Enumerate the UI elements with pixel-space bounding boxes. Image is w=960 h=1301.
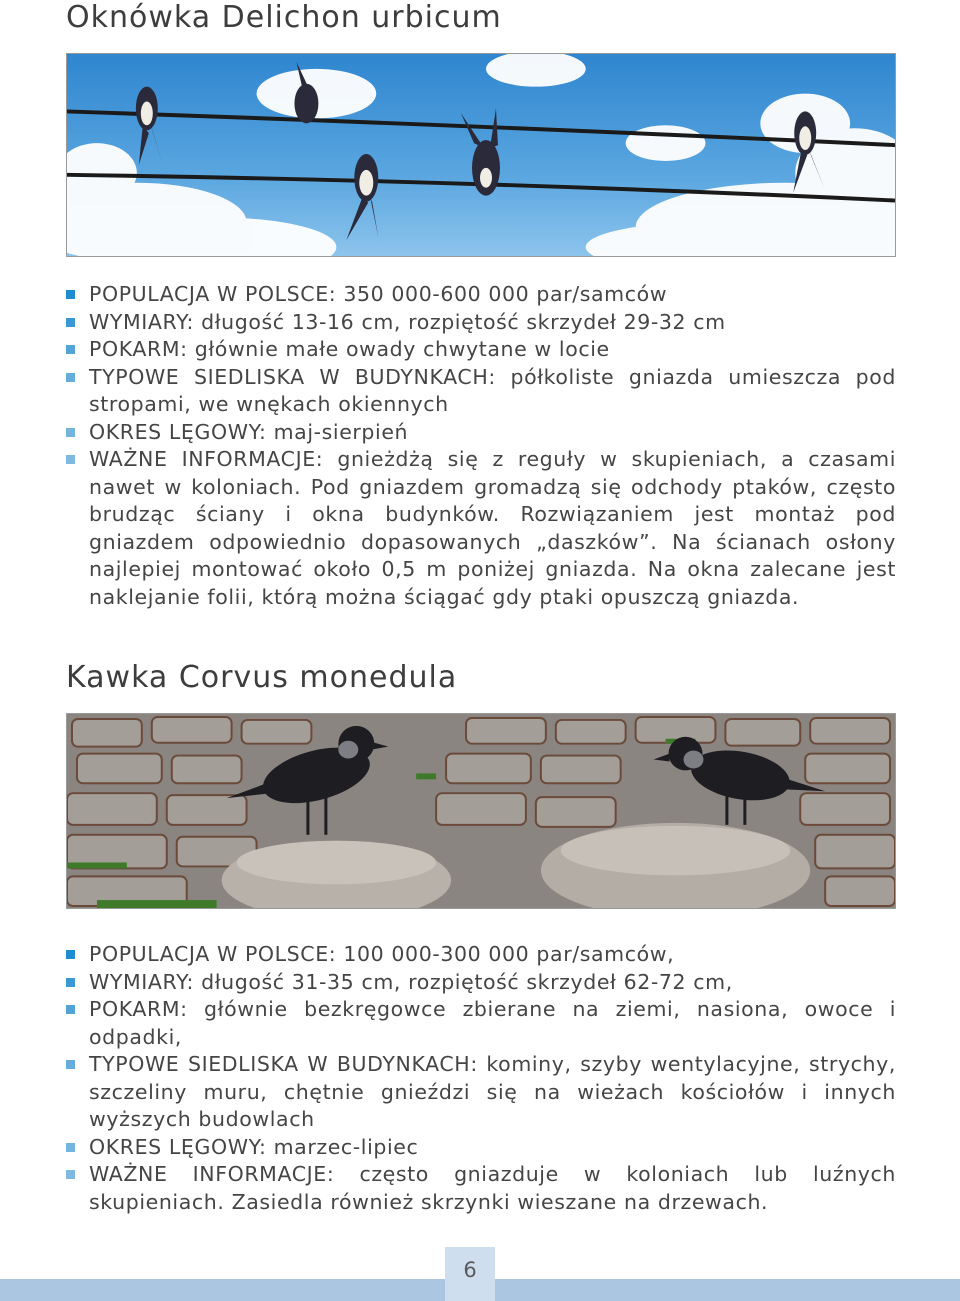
fact-important-info: WAŻNE INFORMACJE: gnieżdżą się z reguły w skupieniach, a czasami nawet w koloniach. Pod gniazdem gromadzą się odchody ptaków, często brudząc ściany i okna budynków. Rozwiązaniem jest montaż pod gniazdem odpowiednio dopasowanych „daszków”. Na ścianach osłony najlepiej montować około 0,5 m poniżej gniazda. Na okna zalecane jest naklejanie folii, którą można ściągać gdy ptaki opuszczą gniazda. [66, 446, 896, 611]
bullet-icon [66, 1143, 75, 1152]
fact-breeding-season: OKRES LĘGOWY: maj-sierpień [66, 419, 896, 447]
fact-food: POKARM: głównie małe owady chwytane w locie [66, 336, 896, 364]
bullet-icon [66, 950, 75, 959]
bullet-icon [66, 345, 75, 354]
facts-list-delichon [66, 281, 896, 611]
fact-population: POPULACJA W POLSCE: 350 000-600 000 par/samców [66, 281, 896, 309]
section-title-delichon: Oknówka Delichon urbicum [66, 0, 502, 35]
photo-jackdaws-on-stones [66, 713, 896, 909]
fact-habitat: TYPOWE SIEDLISKA W BUDYNKACH: półkoliste gniazda umieszcza pod stropami, we wnękach okiennych [66, 364, 896, 419]
bullet-icon [66, 1170, 75, 1179]
bullet-icon [66, 1005, 75, 1014]
bullet-icon [66, 373, 75, 382]
facts-list-corvus [66, 941, 896, 1216]
fact-population: POPULACJA W POLSCE: 100 000-300 000 par/samców, [66, 941, 896, 969]
fact-breeding-season: OKRES LĘGOWY: marzec-lipiec [66, 1134, 896, 1162]
page-number: 6 [445, 1247, 495, 1301]
fact-dimensions: WYMIARY: długość 31-35 cm, rozpiętość skrzydeł 62-72 cm, [66, 969, 896, 997]
bullet-icon [66, 290, 75, 299]
bullet-icon [66, 978, 75, 987]
fact-food: POKARM: głównie bezkręgowce zbierane na ziemi, nasiona, owoce i odpadki, [66, 996, 896, 1051]
photo-swallows-on-wire [66, 53, 896, 257]
bullet-icon [66, 455, 75, 464]
fact-habitat: TYPOWE SIEDLISKA W BUDYNKACH: kominy, szyby wentylacyjne, strychy, szczeliny muru, chętnie gnieździ się na wieżach kościołów i innych wyższych budowlach [66, 1051, 896, 1134]
fact-dimensions: WYMIARY: długość 13-16 cm, rozpiętość skrzydeł 29-32 cm [66, 309, 896, 337]
bullet-icon [66, 1060, 75, 1069]
fact-important-info: WAŻNE INFORMACJE: często gniazduje w koloniach lub luźnych skupieniach. Zasiedla również skrzynki wieszane na drzewach. [66, 1161, 896, 1216]
section-title-corvus: Kawka Corvus monedula [66, 660, 458, 695]
bullet-icon [66, 428, 75, 437]
bullet-icon [66, 318, 75, 327]
